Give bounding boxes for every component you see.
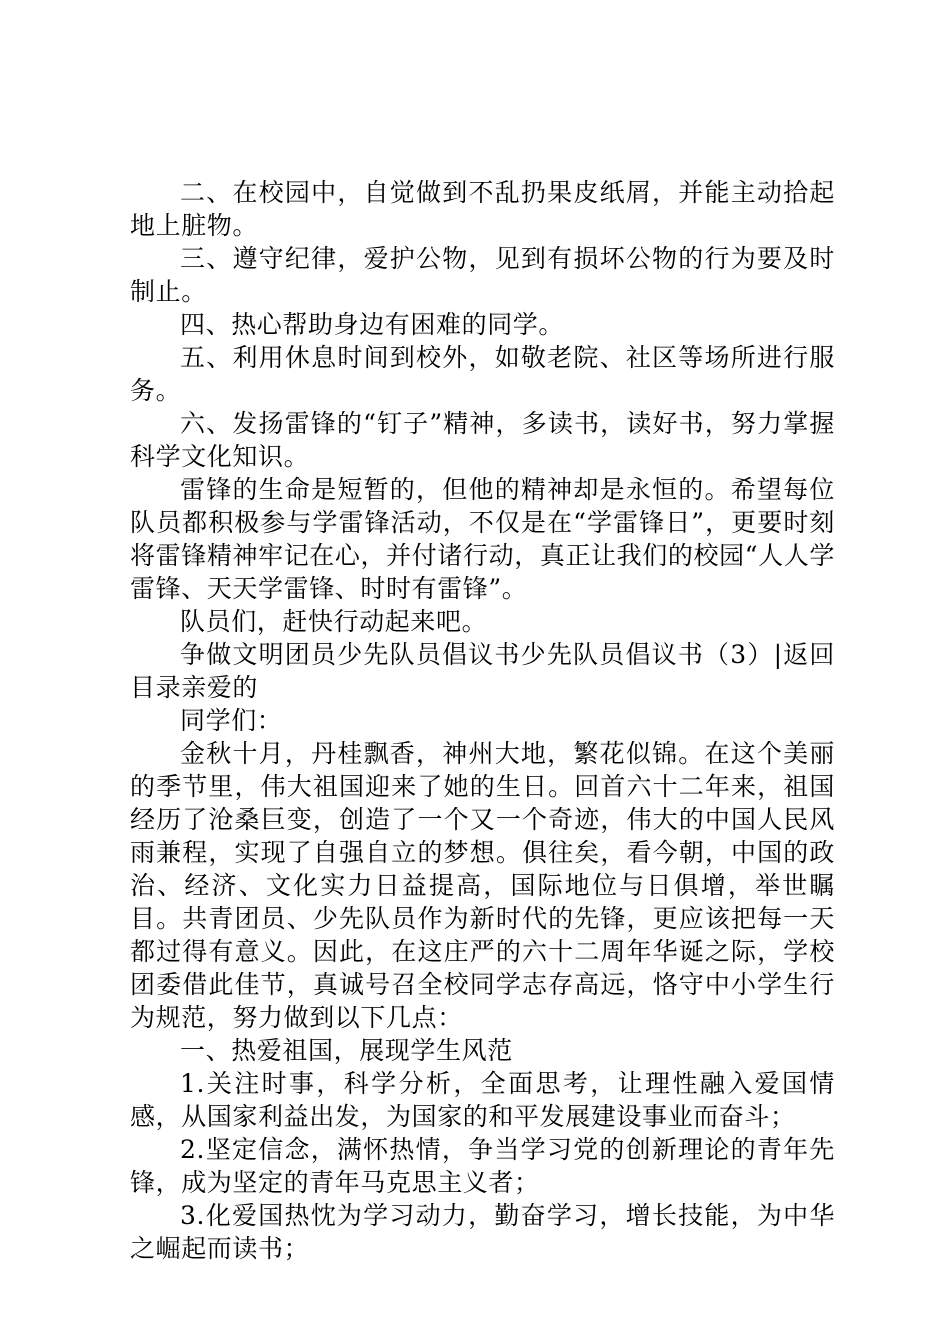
paragraph-call-to-action: 队员们，赶快行动起来吧。: [180, 607, 488, 636]
document-body: [130, 176, 835, 1265]
paragraph-intro: 金秋十月，丹桂飘香，神州大地，繁花似锦。在这个美丽的季节里，伟大祖国迎来了她的生日。回首六十二年来，祖国经历了沧桑巨变，创造了一个又一个奇迹，伟大的中国人民风雨兼程，实现了自强自立的梦想。俱往矣，看今朝，中国的政治、经济、文化实力日益提高，国际地位与日俱增，举世瞩目。共青团员、少先队员作为新时代的先锋，更应该把每一天都过得有意义。因此，在这庄严的六十二周年华诞之际，学校团委借此佳节，真诚号召全校同学志存高远，恪守中小学生行为规范，努力做到以下几点：: [130, 739, 835, 1032]
paragraph-item-3: 三、遵守纪律，爱护公物，见到有损坏公物的行为要及时制止。: [130, 244, 835, 306]
paragraph-closing: 雷锋的生命是短暂的，但他的精神却是永恒的。希望每位队员都积极参与学雷锋活动，不仅是在“学雷锋日”，更要时刻将雷锋精神牢记在心，并付诸行动，真正让我们的校园“人人学雷锋、天天学雷锋、时时有雷锋”。: [130, 475, 835, 603]
salutation: 同学们：: [180, 706, 283, 735]
list-item-2: 2.坚定信念，满怀热情，争当学习党的创新理论的青年先锋，成为坚定的青年马克思主义者；: [130, 1135, 835, 1197]
subheading-patriotism: 一、热爱祖国，展现学生风范: [180, 1036, 513, 1065]
list-item-3: 3.化爱国热忱为学习动力，勤奋学习，增长技能，为中华之崛起而读书；: [130, 1201, 835, 1263]
section-heading: 争做文明团员少先队员倡议书少先队员倡议书（3）|返回目录亲爱的: [130, 640, 835, 702]
list-item-1: 1.关注时事，科学分析，全面思考，让理性融入爱国情感，从国家利益出发，为国家的和平发展建设事业而奋斗；: [130, 1069, 835, 1131]
paragraph-item-5: 五、利用休息时间到校外，如敬老院、社区等场所进行服务。: [130, 343, 835, 405]
paragraph-item-4: 四、热心帮助身边有困难的同学。: [180, 310, 565, 339]
paragraph-item-2: 二、在校园中，自觉做到不乱扔果皮纸屑，并能主动拾起地上脏物。: [130, 178, 835, 240]
paragraph-item-6: 六、发扬雷锋的“钉子”精神，多读书，读好书，努力掌握科学文化知识。: [130, 409, 835, 471]
